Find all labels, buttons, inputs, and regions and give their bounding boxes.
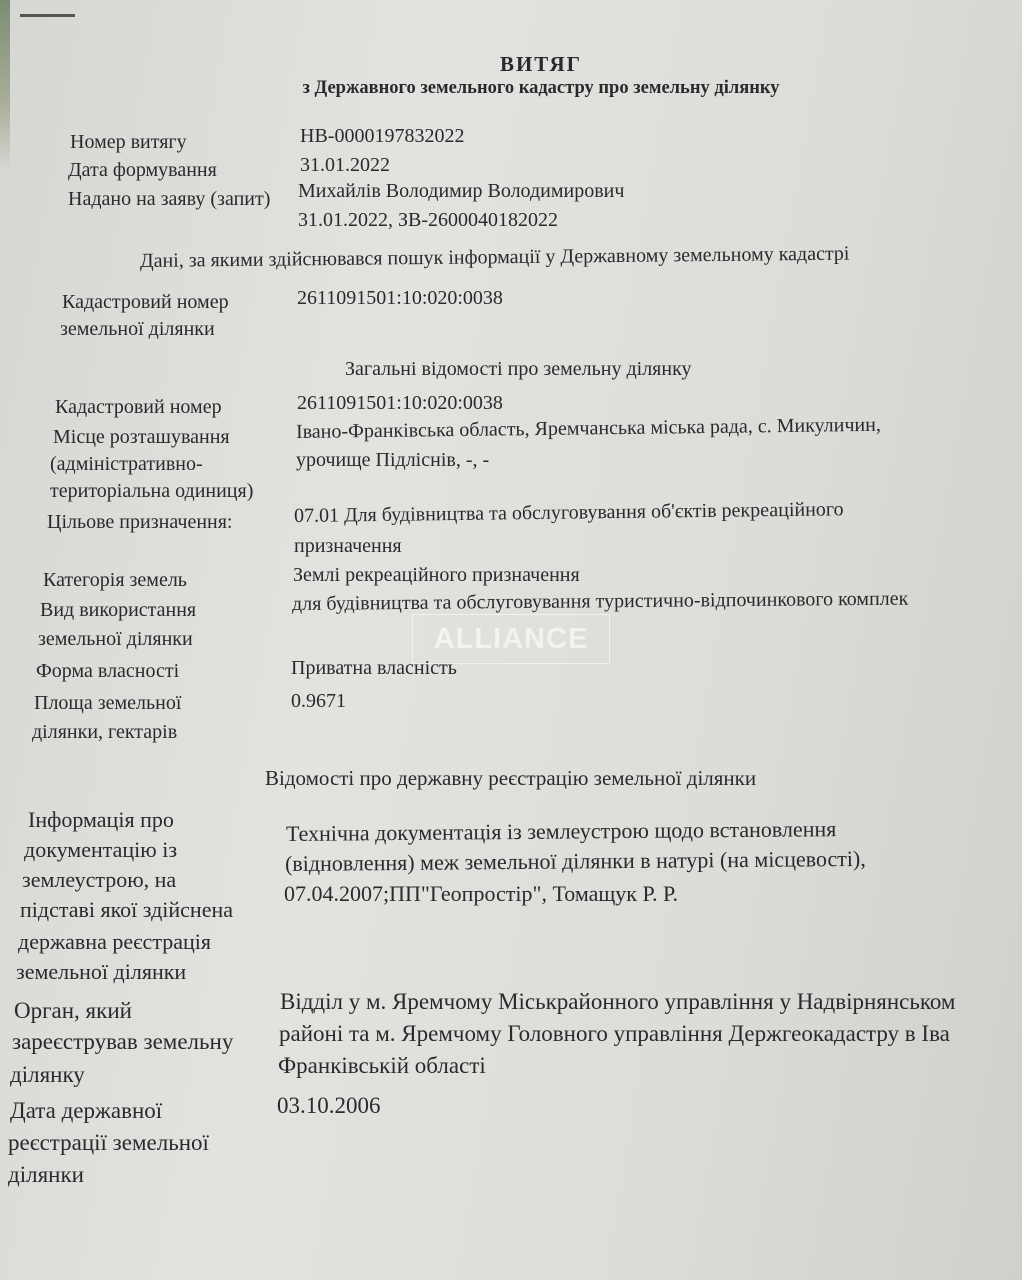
general-cadastral-value: 2611091501:10:020:0038 [297, 392, 503, 414]
request-number: 31.01.2022, ЗВ-2600040182022 [298, 209, 559, 231]
use-label-line2: земельної ділянки [38, 628, 193, 650]
general-cadastral-label: Кадастровий номер [55, 396, 222, 418]
search-cadastral-label-line1: Кадастровий номер [62, 291, 229, 313]
extract-number-label: Номер витягу [70, 131, 187, 153]
registration-heading: Відомості про державну реєстрацію земельної ділянки [265, 766, 757, 790]
category-label: Категорія земель [43, 569, 187, 591]
reg-date-label-line3: ділянки [8, 1162, 84, 1187]
location-value-line1: Івано-Франківська область, Яремчанська міська рада, с. Микуличин, [295, 413, 882, 443]
doc-label-line2: документацію із [24, 837, 178, 862]
extract-date-value: 31.01.2022 [300, 154, 390, 176]
org-label-line3: ділянку [10, 1062, 85, 1087]
org-value-line2: районі та м. Яремчому Головного управління Держгеокадастру в Іва [279, 1021, 950, 1046]
doc-value-line2: (відновлення) меж земельної ділянки в натурі (на місцевості), [284, 845, 866, 876]
doc-value-line1: Технічна документація із землеустрою щодо встановлення [285, 816, 837, 846]
search-cadastral-value: 2611091501:10:020:0038 [297, 287, 503, 309]
doc-label-line4: підставі якої здійснена [20, 897, 234, 922]
doc-label-line1: Інформація про [28, 807, 174, 832]
use-value: для будівництва та обслуговування туристично-відпочинкового комплек [291, 587, 909, 615]
document-title: ВИТЯГ [499, 52, 583, 76]
doc-value-line3: 07.04.2007;ПП"Геопростір", Томащук Р. Р. [284, 881, 678, 906]
purpose-label: Цільове призначення: [47, 511, 233, 533]
reg-date-value: 03.10.2006 [277, 1093, 381, 1118]
corner-mark [20, 14, 75, 17]
watermark-logo: ALLIANCE [412, 614, 610, 664]
purpose-value-line2: призначення [294, 535, 402, 557]
org-label-line1: Орган, який [14, 998, 132, 1023]
request-label: Надано на заяву (запит) [68, 188, 271, 210]
extract-number-value: НВ-0000197832022 [300, 125, 465, 147]
area-value: 0.9671 [291, 690, 346, 712]
doc-label-line5: державна реєстрація [18, 929, 211, 954]
location-label-line2: (адміністративно- [50, 453, 203, 475]
location-label-line1: Місце розташування [53, 426, 230, 448]
location-label-line3: територіальна одиниця) [50, 480, 254, 502]
area-label-line1: Площа земельної [34, 692, 182, 714]
reg-date-label-line1: Дата державної [10, 1098, 163, 1123]
search-heading: Дані, за якими здійснювався пошук інформації у Державному земельному кадастрі [139, 242, 850, 272]
doc-label-line6: земельної ділянки [16, 959, 187, 984]
org-label-line2: зареєстрував земельну [12, 1029, 234, 1054]
use-label-line1: Вид використання [40, 599, 197, 621]
purpose-value-line1: 07.01 Для будівництва та обслуговування об'єктів рекреаційного [293, 498, 844, 527]
general-heading: Загальні відомості про земельну ділянку [345, 358, 692, 380]
location-value-line2: урочище Підліснів, -, - [296, 449, 490, 471]
category-value: Землі рекреаційного призначення [293, 564, 580, 586]
search-cadastral-label-line2: земельної ділянки [60, 318, 215, 340]
document-subtitle: з Державного земельного кадастру про земельну ділянку [302, 78, 780, 98]
ownership-value: Приватна власність [291, 657, 457, 679]
request-applicant: Михайлів Володимир Володимирович [298, 180, 625, 202]
org-value-line3: Франківській області [278, 1053, 486, 1078]
doc-label-line3: землеустрою, на [22, 867, 177, 892]
area-label-line2: ділянки, гектарів [32, 721, 178, 743]
org-value-line1: Відділ у м. Яремчому Міськрайонного управління у Надвірнянськом [280, 989, 956, 1014]
reg-date-label-line2: реєстрації земельної [8, 1130, 209, 1155]
extract-date-label: Дата формування [68, 159, 217, 181]
ownership-label: Форма власності [36, 660, 180, 682]
